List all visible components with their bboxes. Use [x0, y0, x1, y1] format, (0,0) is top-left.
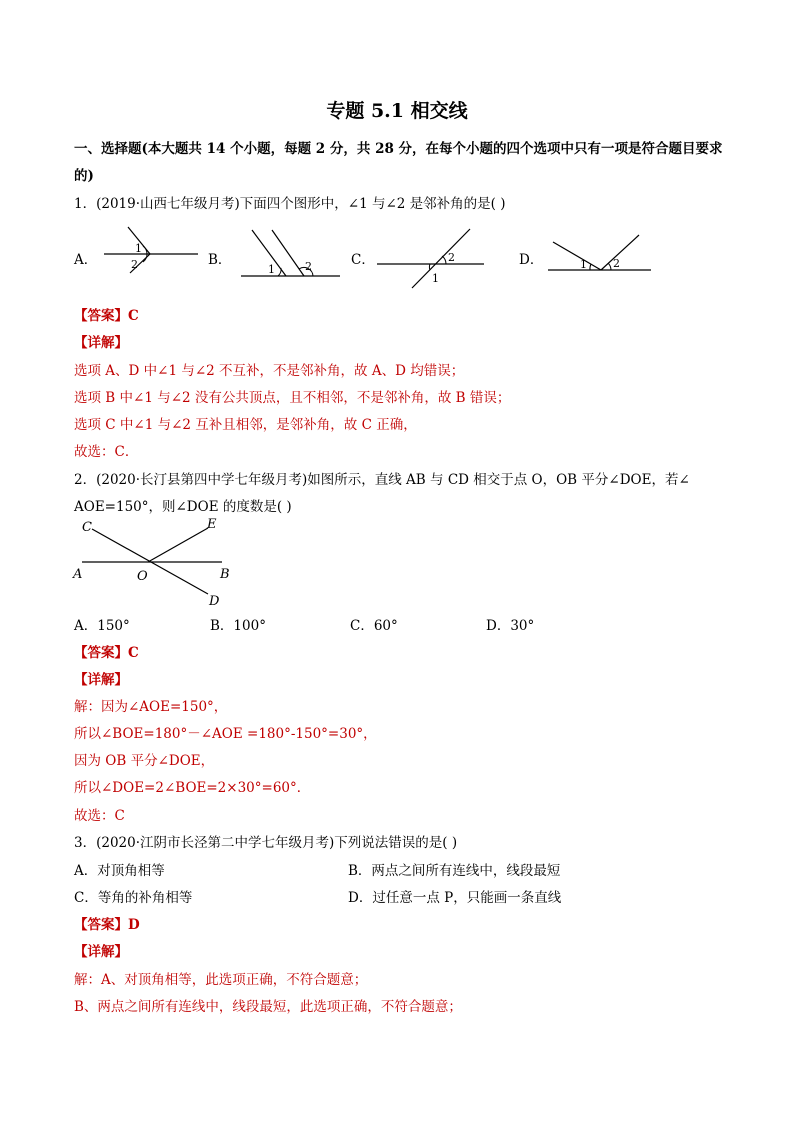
q2-option-c: C．60°: [350, 618, 398, 634]
q2-label-b: B: [220, 567, 230, 582]
q3-option-b: B．两点之间所有连线中，线段最短: [348, 863, 561, 879]
q2-label-c: C: [82, 520, 92, 535]
q1-explain-3: 选项 C 中∠1 与∠2 互补且相邻，是邻补角，故 C 正确，: [74, 417, 417, 433]
q1-option-c-label: C．: [351, 252, 375, 268]
q2-explain-1: 解：因为∠AOE=150°，: [74, 699, 228, 715]
q1c-angle1-mark: 1: [432, 272, 439, 285]
q2-answer: 【答案】C: [74, 645, 139, 661]
q2-label-a: A: [73, 567, 83, 582]
q3-explain-1: 解：A、对顶角相等，此选项正确，不符合题意；: [74, 972, 368, 988]
q1a-angle1-mark: 1: [135, 242, 142, 255]
q1b-angle2-mark: 2: [305, 260, 312, 273]
q2-explain-2: 所以∠BOE=180°－∠AOE =180°-150°=30°，: [74, 726, 377, 742]
q2-option-a: A．150°: [74, 618, 130, 634]
q1-explain-1: 选项 A、D 中∠1 与∠2 不互补，不是邻补角，故 A、D 均错误；: [74, 363, 465, 379]
q2-stem: 2．(2020·长汀县第四中学七年级月考)如图所示，直线 AB 与 CD 相交于点 O，OB 平分∠DOE，若∠: [74, 472, 690, 488]
q1-explain-4: 故选：C．: [74, 444, 139, 460]
q2-option-b: B．100°: [210, 618, 266, 634]
section-heading-cont: 的): [74, 168, 94, 184]
q1-option-d-label: D．: [519, 252, 544, 268]
q1c-angle2-mark: 2: [448, 251, 455, 264]
q1a-angle2-mark: 2: [131, 258, 138, 271]
q3-option-a: A．对顶角相等: [74, 863, 165, 879]
q1-figure-d: [545, 230, 653, 276]
q1-figure-c: [374, 226, 486, 290]
q1d-angle1-mark: 1: [580, 258, 587, 271]
q2-detail-tag: 【详解】: [74, 672, 128, 688]
q1-detail-tag: 【详解】: [74, 335, 128, 351]
q1-explain-2: 选项 B 中∠1 与∠2 没有公共顶点，且不相邻，不是邻补角，故 B 错误；: [74, 390, 511, 406]
q3-answer: 【答案】D: [74, 917, 140, 933]
page-title: 专题 5.1 相交线: [326, 100, 468, 122]
q2-label-d: D: [209, 594, 220, 607]
q2-stem-cont: AOE=150°，则∠DOE 的度数是( ): [74, 499, 292, 515]
q1d-angle2-mark: 2: [613, 257, 620, 270]
q3-explain-2: B、两点之间所有连线中，线段最短，此选项正确，不符合题意；: [74, 999, 462, 1015]
q2-explain-3: 因为 OB 平分∠DOE，: [74, 753, 215, 769]
q3-option-c: C．等角的补角相等: [74, 890, 193, 906]
q2-explain-4: 所以∠DOE=2∠BOE=2×30°=60°．: [74, 780, 311, 796]
q1-answer: 【答案】C: [74, 308, 139, 324]
q1-figure-b: [238, 226, 342, 282]
q2-label-e: E: [207, 517, 217, 532]
section-heading: 一、选择题(本大题共 14 个小题，每题 2 分，共 28 分，在每个小题的四个选项中只有一项是符合题目要求: [74, 141, 723, 157]
q2-option-d: D．30°: [486, 618, 535, 634]
q2-explain-5: 故选：C: [74, 808, 125, 824]
q1b-angle1-mark: 1: [268, 263, 275, 276]
q3-detail-tag: 【详解】: [74, 944, 128, 960]
q1-option-b-label: B．: [208, 252, 232, 268]
q2-label-o: O: [137, 569, 148, 584]
q1-figure-a: [98, 223, 202, 275]
q3-option-d: D．过任意一点 P，只能画一条直线: [348, 890, 562, 906]
q1-stem: 1．(2019·山西七年级月考)下面四个图形中，∠1 与∠2 是邻补角的是( ): [74, 196, 506, 212]
q2-figure: [70, 515, 240, 607]
q1-option-a-label: A．: [74, 252, 98, 268]
q3-stem: 3．(2020·江阴市长泾第二中学七年级月考)下列说法错误的是( ): [74, 835, 458, 851]
